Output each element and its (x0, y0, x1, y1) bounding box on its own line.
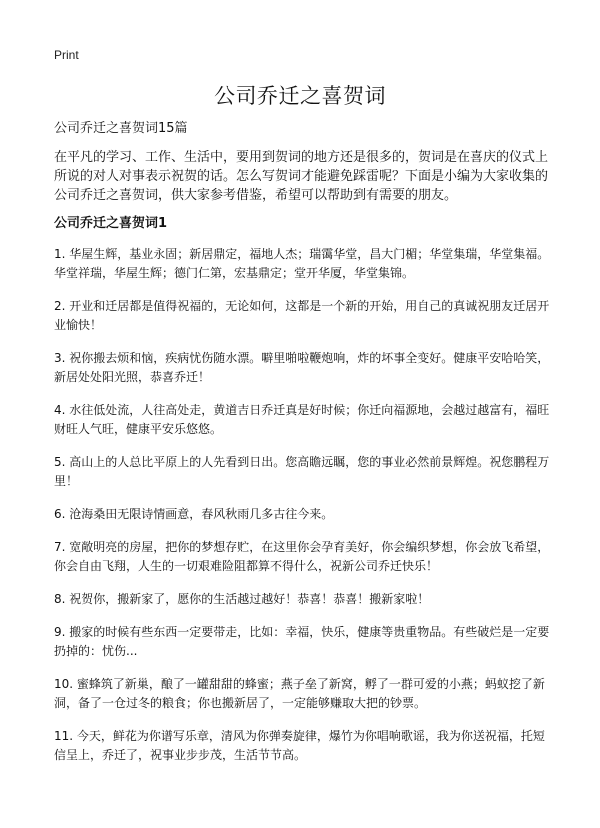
greeting-item: 11. 今天，鲜花为你谱写乐章，清风为你弹奏旋律，爆竹为你唱响歌谣，我为你送祝福，托短信呈上，乔迁了，祝事业步步茂，生活节节高。 (54, 729, 545, 762)
section-heading: 公司乔迁之喜贺词1 (54, 216, 168, 231)
greeting-item: 8. 祝贺你，搬新家了，愿你的生活越过越好！恭喜！恭喜！搬新家啦！ (54, 592, 430, 606)
greeting-item: 1. 华屋生辉，基业永固；新居鼎定，福地人杰；瑞霭华堂，昌大门楣；华堂集瑞，华堂集福。华堂祥瑞，华屋生辉；德门仁第，宏基鼎定；堂开华厦，华堂集锦。 (54, 247, 550, 280)
greeting-item: 9. 搬家的时候有些东西一定要带走，比如：幸福，快乐，健康等贵重物品。有些破烂是一定要扔掉的：忧伤... (54, 625, 550, 658)
greeting-list (54, 245, 550, 765)
greeting-item: 2. 开业和迁居都是值得祝福的，无论如何，这都是一个新的开始，用自己的真诚祝朋友迁居开业愉快！ (54, 299, 550, 332)
print-link[interactable]: Print (54, 48, 79, 62)
intro-paragraph: 在平凡的学习、工作、生活中，要用到贺词的地方还是很多的，贺词是在喜庆的仪式上所说的对人对事表示祝贺的话。怎么写贺词才能避免踩雷呢？下面是小编为大家收集的公司乔迁之喜贺词，供大家参考借鉴，希望可以帮助到有需要的朋友。 (54, 150, 549, 203)
greeting-item: 4. 水往低处流，人往高处走，黄道吉日乔迁真是好时候；你迁向福源地，会越过越富有，福旺财旺人气旺，健康平安乐悠悠。 (54, 403, 550, 436)
document-content (54, 120, 550, 765)
greeting-item: 5. 高山上的人总比平原上的人先看到日出。您高瞻远瞩，您的事业必然前景辉煌。祝您鹏程万里！ (54, 455, 550, 488)
page-title: 公司乔迁之喜贺词 (214, 84, 386, 108)
subtitle: 公司乔迁之喜贺词15篇 (54, 121, 188, 136)
greeting-item: 10. 蜜蜂筑了新巢，酿了一罐甜甜的蜂蜜；燕子垒了新窝，孵了一群可爱的小燕；蚂蚁挖了新洞，备了一仓过冬的粮食；你也搬新居了，一定能够赚取大把的钞票。 (54, 677, 545, 710)
greeting-item: 3. 祝你搬去烦和恼，疾病忧伤随水漂。噼里啪啦鞭炮响，炸的坏事全变好。健康平安哈哈笑，新居处处阳光照，恭喜乔迁！ (54, 351, 550, 384)
greeting-item: 6. 沧海桑田无限诗情画意，春风秋雨几多古往今来。 (54, 507, 334, 521)
greeting-item: 7. 宽敞明亮的房屋，把你的梦想存贮，在这里你会孕育美好，你会编织梦想，你会放飞希望，你会自由飞翔，人生的一切艰难险阻都算不得什么，祝新公司乔迁快乐！ (54, 540, 550, 573)
